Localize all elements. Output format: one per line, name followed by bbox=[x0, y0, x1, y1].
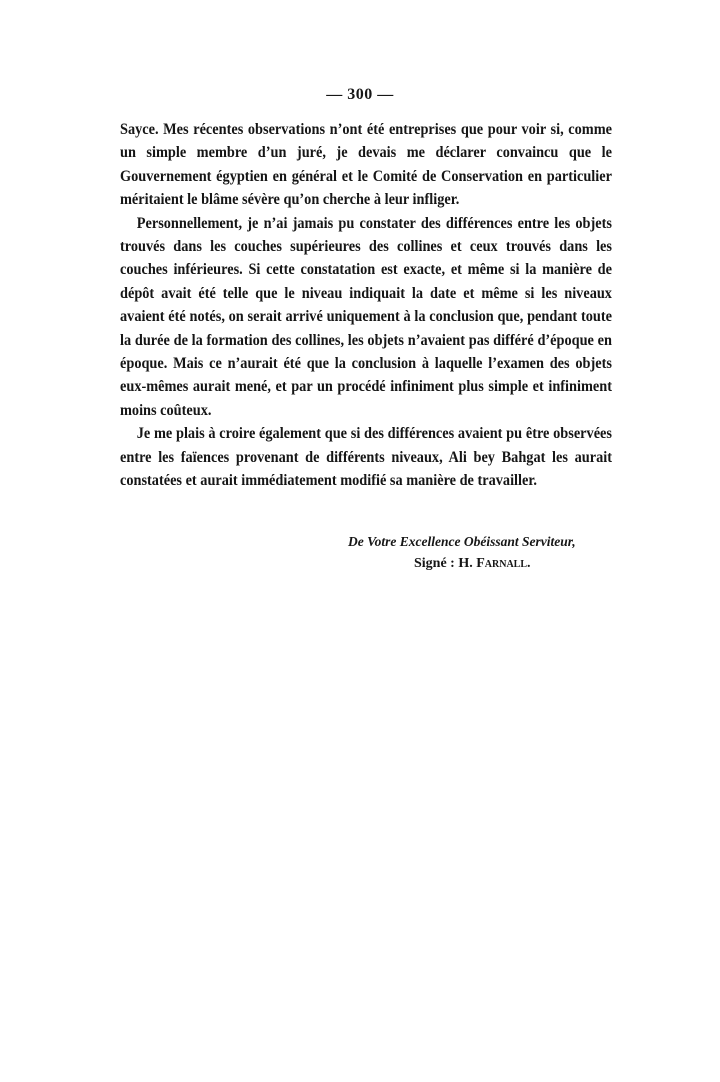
paragraph-continuation: Sayce. Mes récentes observations n’ont été entreprises que pour voir si, comme un simple membre d’un juré, je devais me déclarer convaincu que le Gouvernement égyptien en général et le Comité de Conservation en particulier méritaient le blâme sévère qu’on cherche à leur infliger. bbox=[120, 121, 612, 209]
signature bbox=[414, 556, 531, 572]
paragraph-je-me-plais: Je me plais à croire également que si des différences avaient pu être observées entre les faïences provenant de différents niveaux, Ali bey Bahgat les aurait constatées et aurait immédiatement modifié sa manière de travailler. bbox=[120, 425, 612, 490]
page-number: — 300 — bbox=[326, 86, 394, 103]
signer-name: H. Farnall. bbox=[458, 556, 531, 571]
body-text bbox=[120, 118, 612, 493]
paragraph-personnellement: Personnellement, je n’ai jamais pu constater des différences entre les objets trouvés dans les couches supérieures des collines et ceux trouvés dans les couches inférieures. Si cette constatation est exacte, et même si la manière de dépôt avait été telle que le niveau indiquait la date et même si les niveaux avaient été notés, on serait arrivé uniquement à la conclusion que, pendant toute la durée de la formation des collines, les objets n’avaient pas différé d’époque en époque. Mais ce n’aurait été que la conclusion à laquelle l’examen des objets eux-mêmes aurait mené, et par un procédé infiniment plus simple et infiniment moins coûteux. bbox=[120, 214, 612, 419]
signed-prefix: Signé : bbox=[414, 556, 459, 571]
closing-salutation: De Votre Excellence Obéissant Serviteur, bbox=[348, 534, 576, 549]
